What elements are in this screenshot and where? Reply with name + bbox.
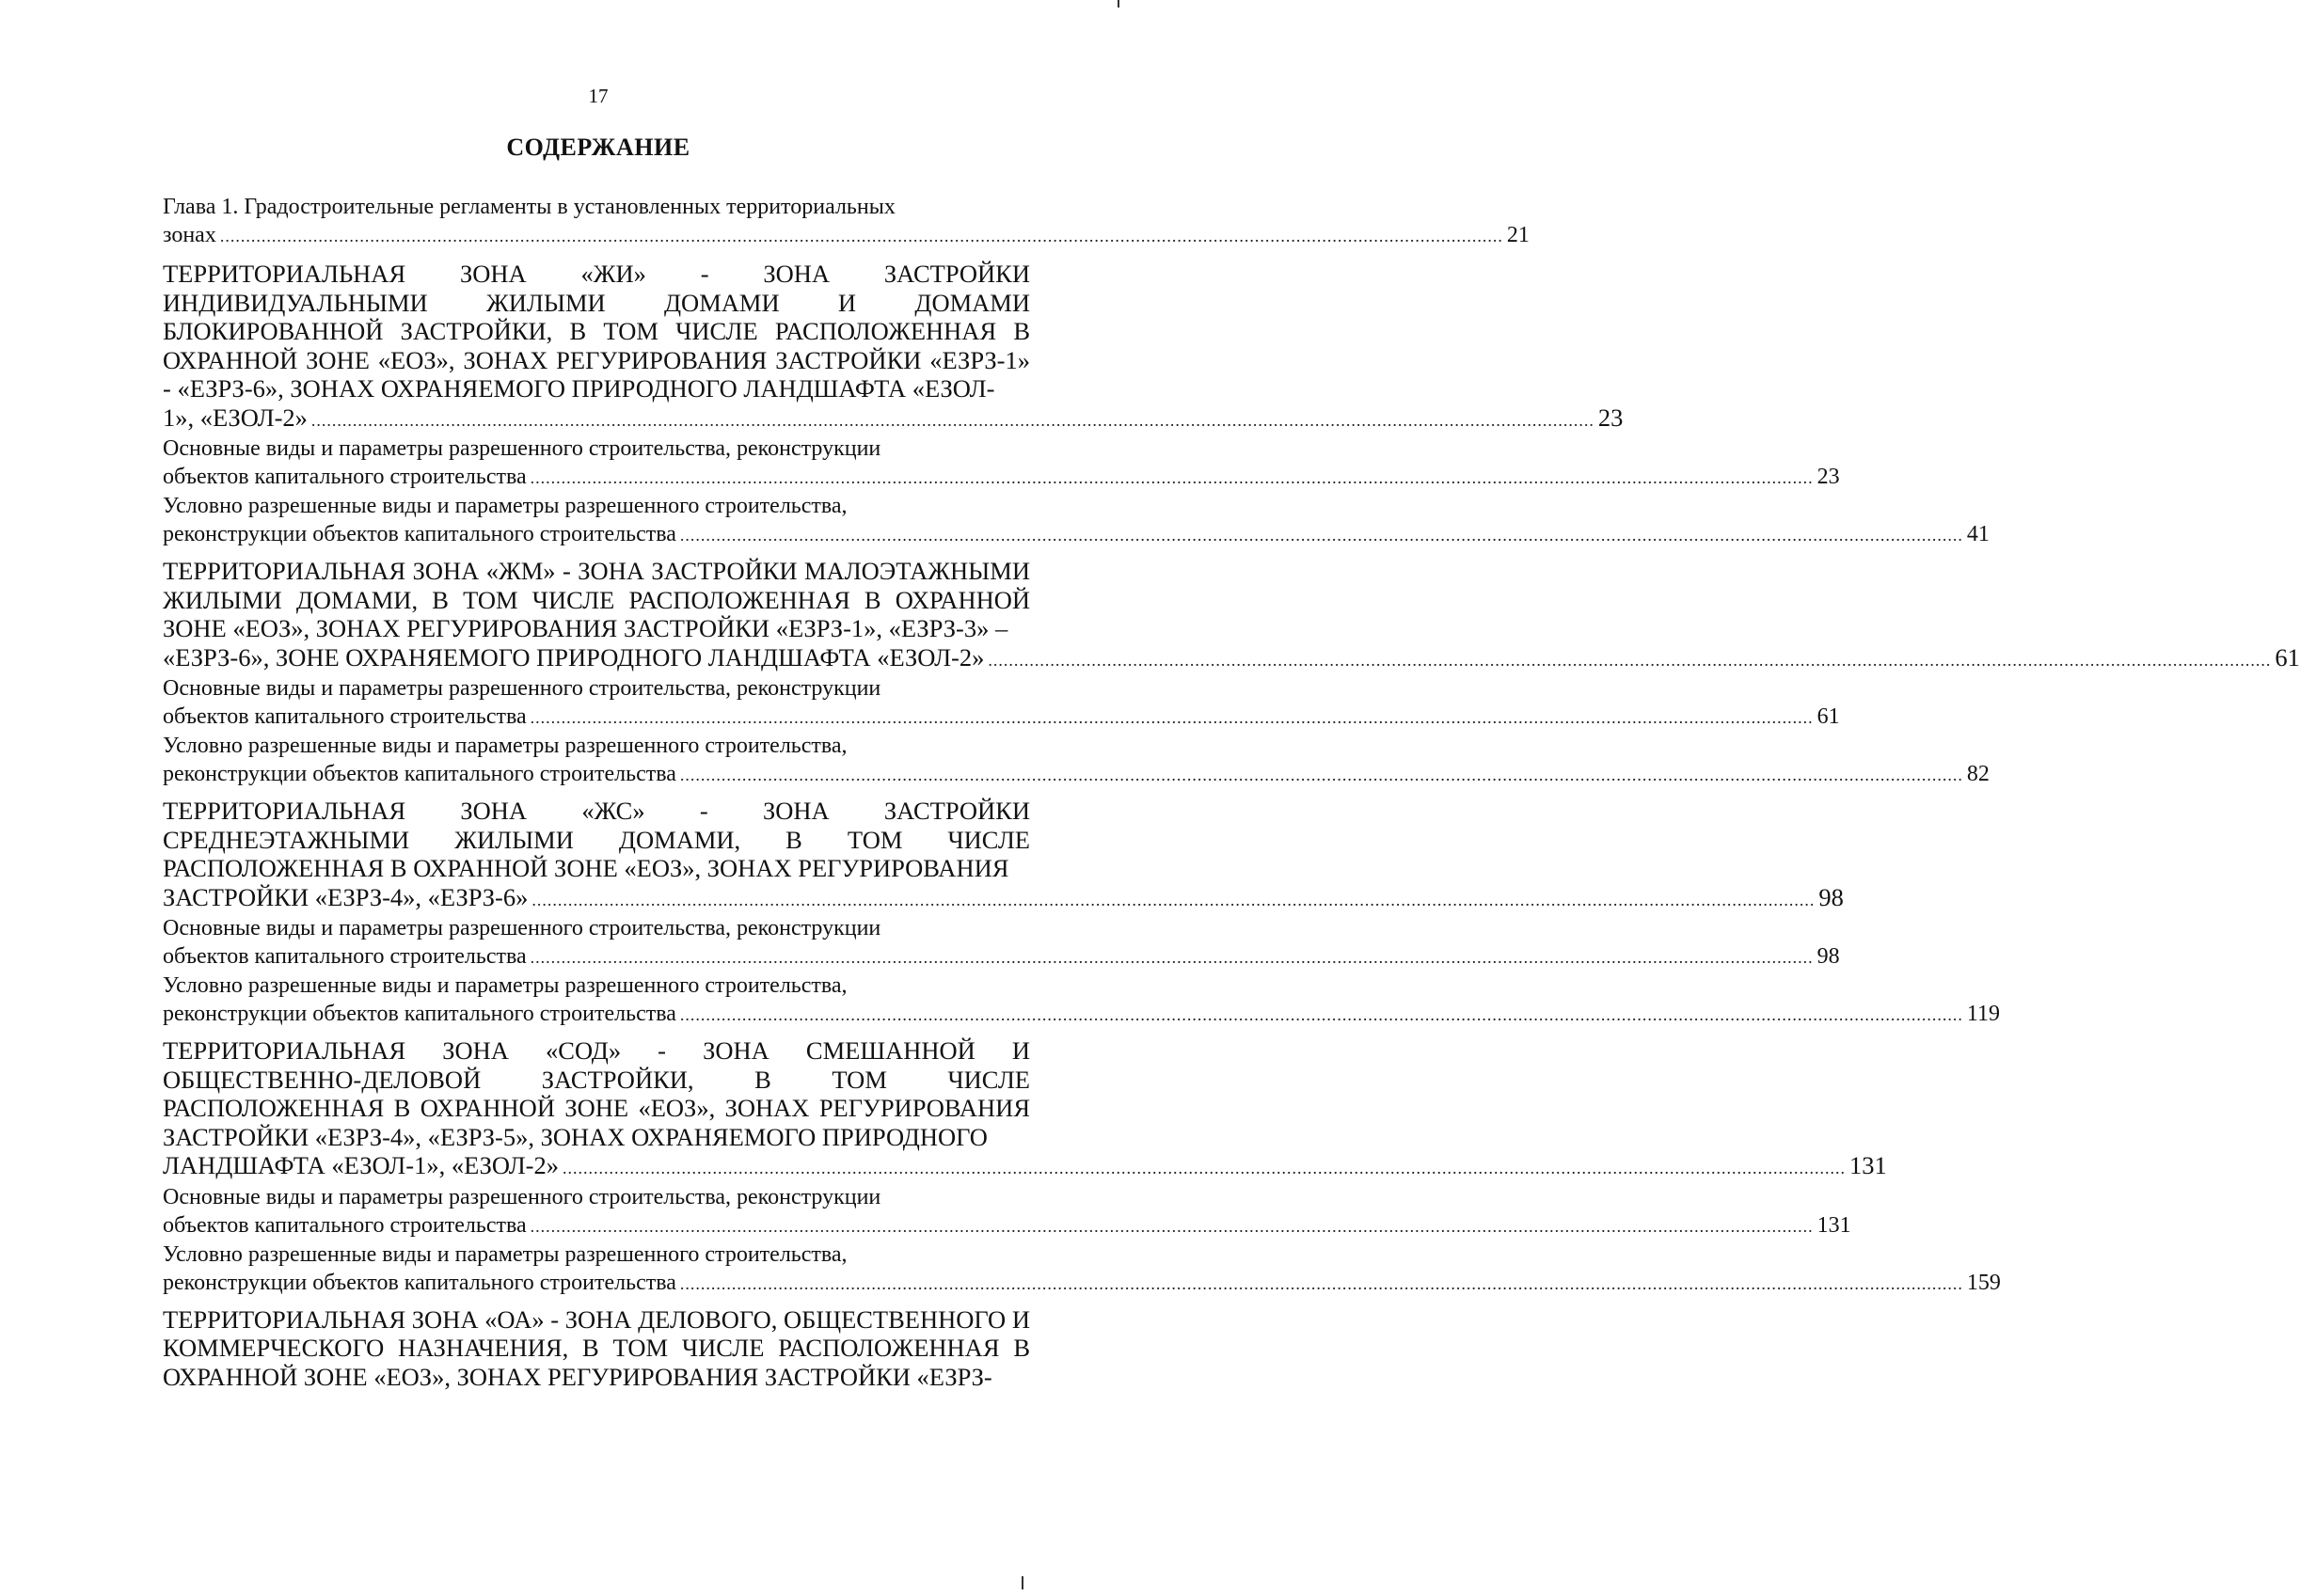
toc-leader-line bbox=[163, 882, 1844, 915]
toc-entry-conditional-types[interactable] bbox=[163, 732, 1990, 789]
toc-entry-text: ЗАСТРОЙКИ «ЕЗРЗ-4», «ЕЗРЗ-6» bbox=[163, 882, 529, 911]
toc-entry-conditional-types[interactable] bbox=[163, 1240, 2001, 1298]
toc-page-number: 159 bbox=[1966, 1270, 2001, 1295]
toc-page-number: 131 bbox=[1816, 1212, 1851, 1238]
toc-entry-text: 1», «ЕЗОЛ-2» bbox=[163, 403, 308, 432]
toc-entry-main-types[interactable] bbox=[163, 1183, 1851, 1240]
toc-entry-zone-zhi[interactable] bbox=[163, 260, 1624, 435]
toc-entry-conditional-types[interactable] bbox=[163, 972, 2001, 1029]
toc-leader-line bbox=[163, 703, 1840, 732]
toc-entry-text: реконструкции объектов капитального строительства bbox=[163, 762, 676, 786]
toc-entry-text: «ЕЗРЗ-6», ЗОНЕ ОХРАНЯЕМОГО ПРИРОДНОГО ЛАНДШАФТА «ЕЗОЛ-2» bbox=[163, 642, 985, 672]
toc-entry-chapter-1[interactable] bbox=[163, 193, 1530, 250]
toc-leader-line bbox=[163, 403, 1624, 435]
toc-entry-zone-zhm[interactable] bbox=[163, 557, 2300, 674]
leader-dots: ........................................................................................................................................................................................................................................................ bbox=[679, 766, 1963, 784]
toc-entry-text: Основные виды и параметры разрешенного строительства, реконструкции bbox=[163, 676, 881, 701]
toc-entry-text: Основные виды и параметры разрешенного строительства, реконструкции bbox=[163, 916, 881, 940]
leader-dots: ........................................................................................................................................................................................................................................................ bbox=[530, 1216, 1814, 1236]
toc-entry-text: Глава 1. Градостроительные регламенты в установленных территориальных bbox=[163, 195, 896, 219]
document-title: СОДЕРЖАНИЕ bbox=[506, 134, 690, 161]
toc-leader-line bbox=[163, 642, 2300, 675]
table-of-contents bbox=[163, 193, 2300, 1391]
toc-entry-text: Основные виды и параметры разрешенного строительства, реконструкции bbox=[163, 1184, 881, 1209]
toc-leader-line bbox=[163, 1211, 1851, 1240]
leader-dots: ........................................................................................................................................................................................................................................................ bbox=[563, 1159, 1846, 1177]
toc-entry-text: ТЕРРИТОРИАЛЬНАЯ ЗОНА «СОД» - ЗОНА СМЕШАННОЙ И ОБЩЕСТВЕННО-ДЕЛОВОЙ ЗАСТРОЙКИ, В ТОМ ЧИСЛЕ РАСПОЛОЖЕННАЯ В ОХРАННОЙ ЗОНЕ «ЕОЗ», ЗОНАХ РЕГУРИРОВАНИЯ ЗАСТРОЙКИ «ЕЗРЗ-4», «ЕЗРЗ-5», ЗОНАХ ОХРАНЯЕМОГО ПРИРОДНОГО bbox=[163, 1036, 1030, 1151]
leader-dots: ........................................................................................................................................................................................................................................................ bbox=[679, 1005, 1963, 1024]
toc-entry-text: реконструкции объектов капитального строительства bbox=[163, 1002, 676, 1026]
toc-entry-main-types[interactable] bbox=[163, 914, 1840, 972]
toc-page-number: 82 bbox=[1966, 762, 1990, 786]
leader-dots: ........................................................................................................................................................................................................................................................ bbox=[988, 650, 2272, 670]
toc-page-number: 98 bbox=[1818, 882, 1844, 911]
toc-entry-text: реконструкции объектов капитального строительства bbox=[163, 1270, 676, 1295]
scan-mark-bottom-right bbox=[1022, 1576, 1023, 1589]
toc-entry-text: Условно разрешенные виды и параметры разрешенного строительства, bbox=[163, 973, 848, 998]
toc-entry-main-types[interactable] bbox=[163, 435, 1840, 492]
leader-dots: ........................................................................................................................................................................................................................................................ bbox=[679, 1273, 1963, 1293]
leader-dots: ........................................................................................................................................................................................................................................................ bbox=[530, 948, 1814, 967]
leader-dots: ........................................................................................................................................................................................................................................................ bbox=[219, 227, 1503, 245]
toc-leader-line bbox=[163, 1151, 1887, 1183]
toc-entry-text: Условно разрешенные виды и параметры разрешенного строительства, bbox=[163, 1241, 848, 1267]
toc-entry-text: ЛАНДШАФТА «ЕЗОЛ-1», «ЕЗОЛ-2» bbox=[163, 1151, 559, 1179]
toc-leader-line bbox=[163, 942, 1840, 972]
toc-entry-text: объектов капитального строительства bbox=[163, 704, 527, 729]
toc-entry-text: объектов капитального строительства bbox=[163, 944, 527, 969]
toc-page-number: 119 bbox=[1966, 1002, 2001, 1026]
toc-page-number: 61 bbox=[1816, 704, 1840, 729]
leader-dots: ........................................................................................................................................................................................................................................................ bbox=[531, 890, 1816, 909]
toc-entry-conditional-types[interactable] bbox=[163, 492, 1990, 549]
leader-dots: ........................................................................................................................................................................................................................................................ bbox=[530, 468, 1814, 487]
leader-dots: ........................................................................................................................................................................................................................................................ bbox=[679, 526, 1963, 545]
toc-entry-text: Условно разрешенные виды и параметры разрешенного строительства, bbox=[163, 734, 848, 758]
toc-entry-zone-zhs[interactable] bbox=[163, 797, 1844, 914]
toc-page-number: 23 bbox=[1816, 465, 1840, 489]
toc-entry-text: Условно разрешенные виды и параметры разрешенного строительства, bbox=[163, 494, 848, 518]
scan-mark-top-right bbox=[1118, 0, 1119, 8]
toc-page-number: 98 bbox=[1816, 944, 1840, 969]
toc-entry-text: зонах bbox=[163, 223, 216, 247]
toc-leader-line bbox=[163, 221, 1530, 250]
toc-entry-text: ТЕРРИТОРИАЛЬНАЯ ЗОНА «ЖС» - ЗОНА ЗАСТРОЙКИ СРЕДНЕЭТАЖНЫМИ ЖИЛЫМИ ДОМАМИ, В ТОМ ЧИСЛЕ РАСПОЛОЖЕННАЯ В ОХРАННОЙ ЗОНЕ «ЕОЗ», ЗОНАХ РЕГУРИРОВАНИЯ bbox=[163, 797, 1030, 882]
toc-entry-text: ТЕРРИТОРИАЛЬНАЯ ЗОНА «ЖИ» - ЗОНА ЗАСТРОЙКИ ИНДИВИДУАЛЬНЫМИ ЖИЛЫМИ ДОМАМИ И ДОМАМИ БЛОКИРОВАННОЙ ЗАСТРОЙКИ, В ТОМ ЧИСЛЕ РАСПОЛОЖЕННАЯ В ОХРАННОЙ ЗОНЕ «ЕОЗ», ЗОНАХ РЕГУРИРОВАНИЯ ЗАСТРОЙКИ «ЕЗРЗ-1» - «ЕЗРЗ-6», ЗОНАХ ОХРАНЯЕМОГО ПРИРОДНОГО ЛАНДШАФТА «ЕЗОЛ- bbox=[163, 260, 1030, 403]
toc-page-number: 61 bbox=[2275, 642, 2300, 672]
toc-page-number: 41 bbox=[1966, 522, 1990, 546]
toc-entry-text: реконструкции объектов капитального строительства bbox=[163, 522, 676, 546]
toc-leader-line bbox=[163, 520, 1990, 549]
leader-dots: ........................................................................................................................................................................................................................................................ bbox=[530, 708, 1814, 727]
toc-entry-text: ТЕРРИТОРИАЛЬНАЯ ЗОНА «ОА» - ЗОНА ДЕЛОВОГО, ОБЩЕСТВЕННОГО И КОММЕРЧЕСКОГО НАЗНАЧЕНИЯ, В ТОМ ЧИСЛЕ РАСПОЛОЖЕННАЯ В ОХРАННОЙ ЗОНЕ «ЕОЗ», ЗОНАХ РЕГУРИРОВАНИЯ ЗАСТРОЙКИ «ЕЗРЗ- bbox=[163, 1304, 1030, 1391]
toc-entry-text: объектов капитального строительства bbox=[163, 465, 527, 489]
toc-leader-line bbox=[163, 1000, 2001, 1029]
page-number: 17 bbox=[588, 85, 609, 107]
toc-entry-zone-sod[interactable] bbox=[163, 1036, 1887, 1183]
toc-page-number: 23 bbox=[1597, 403, 1624, 432]
toc-entry-zone-oa[interactable] bbox=[163, 1305, 1030, 1392]
toc-entry-main-types[interactable] bbox=[163, 674, 1840, 732]
toc-entry-text: Основные виды и параметры разрешенного строительства, реконструкции bbox=[163, 436, 881, 461]
toc-leader-line bbox=[163, 1269, 2001, 1298]
toc-entry-text: объектов капитального строительства bbox=[163, 1212, 527, 1238]
toc-entry-text: ТЕРРИТОРИАЛЬНАЯ ЗОНА «ЖМ» - ЗОНА ЗАСТРОЙКИ МАЛОЭТАЖНЫМИ ЖИЛЫМИ ДОМАМИ, В ТОМ ЧИСЛЕ РАСПОЛОЖЕННАЯ В ОХРАННОЙ ЗОНЕ «ЕОЗ», ЗОНАХ РЕГУРИРОВАНИЯ ЗАСТРОЙКИ «ЕЗРЗ-1», «ЕЗРЗ-3» – bbox=[163, 557, 1030, 642]
toc-page-number: 131 bbox=[1849, 1151, 1887, 1179]
toc-leader-line bbox=[163, 463, 1840, 492]
leader-dots: ........................................................................................................................................................................................................................................................ bbox=[310, 410, 1594, 430]
toc-page-number: 21 bbox=[1506, 223, 1530, 247]
toc-leader-line bbox=[163, 760, 1990, 789]
